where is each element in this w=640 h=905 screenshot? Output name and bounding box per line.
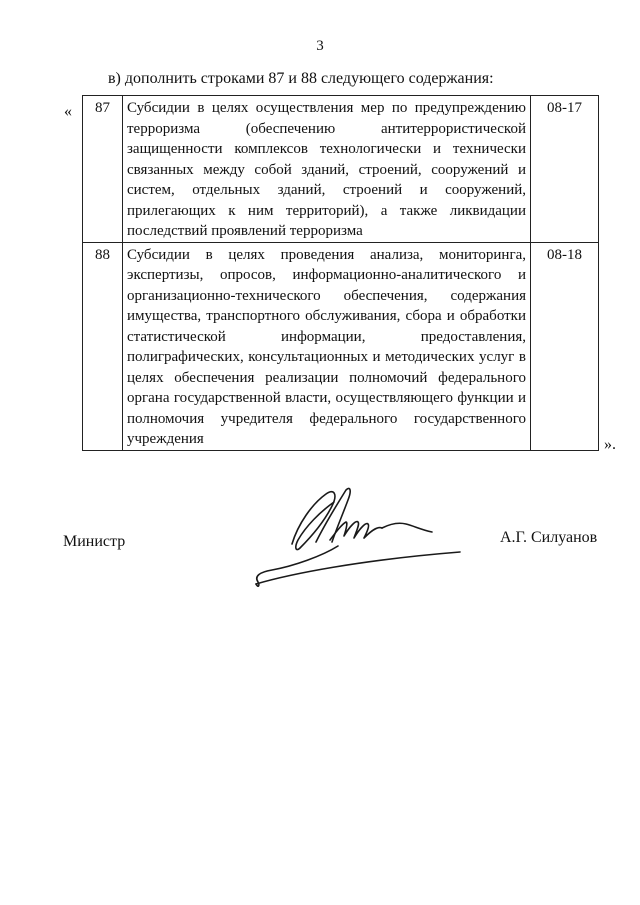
table-row bbox=[83, 242, 599, 450]
row-description: Субсидии в целях проведения анализа, мониторинга, экспертизы, опросов, информационно-аналитического и организационно-технического обеспечения, содержания имущества, транспортного обслуживания, сбора и обработки статистической информации, предоставления, полиграфических, консультационных и методических услуг в целях обеспечения реализации полномочий федерального органа государственной власти, осуществляющего функции и полномочия учредителя федерального государственного учреждения bbox=[123, 242, 531, 450]
table-row bbox=[83, 96, 599, 243]
handwritten-signature bbox=[250, 482, 470, 592]
signatory-name: А.Г. Силуанов bbox=[500, 529, 598, 546]
row-number: 87 bbox=[83, 96, 123, 243]
page-number: 3 bbox=[316, 38, 324, 54]
row-code: 08-18 bbox=[531, 242, 599, 450]
amendment-table bbox=[82, 95, 599, 451]
intro-text: в) дополнить строками 87 и 88 следующего содержания: bbox=[108, 70, 494, 87]
opening-quote-mark: « bbox=[64, 103, 72, 120]
row-description: Субсидии в целях осуществления мер по предупреждению терроризма (обеспечению антитеррористической защищенности комплексов технологически и технически связанных между собой зданий, строений, сооружений и систем, отдельных зданий, строений и сооружений, прилегающих к ним территорий), а также ликвидации последствий проявлений терроризма bbox=[123, 96, 531, 243]
signatory-title: Министр bbox=[63, 533, 126, 550]
closing-quote-mark: ». bbox=[604, 436, 616, 453]
row-code: 08-17 bbox=[531, 96, 599, 243]
row-number: 88 bbox=[83, 242, 123, 450]
